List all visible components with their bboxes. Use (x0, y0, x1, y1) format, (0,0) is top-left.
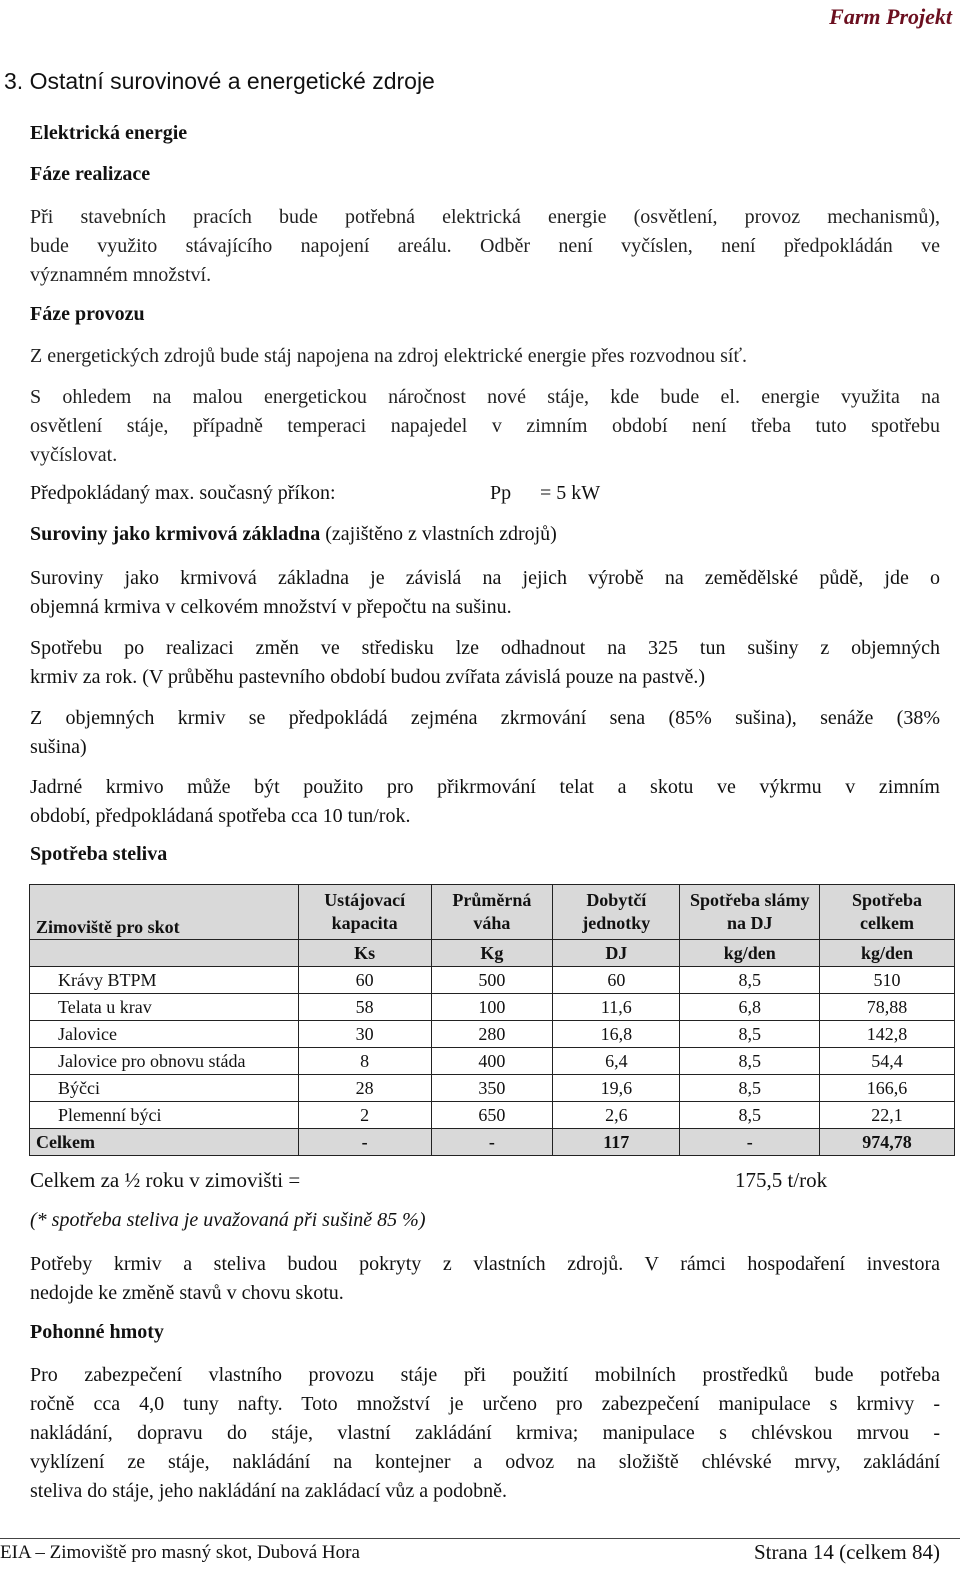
paragraph-line: Při stavebních pracích bude potřebná elektrická energie (osvětlení, provoz mechanismů), (30, 206, 940, 228)
paragraph-line: Jadrné krmivo může být použito pro přikrmování telat a skotu ve výkrmu v zimním (30, 776, 940, 798)
paragraph-line: objemná krmiva v celkovém množství v přepočtu na sušinu. (30, 596, 512, 618)
table-cell: Krávy BTPM (30, 967, 299, 994)
table-cell: 11,6 (553, 994, 680, 1021)
table-header-cell: Spotřeba celkem (820, 885, 955, 940)
table-unit-cell (30, 940, 299, 967)
table-cell: 54,4 (820, 1048, 955, 1075)
heading-bedding: Spotřeba steliva (30, 843, 168, 865)
table-cell: Jalovice (30, 1021, 299, 1048)
bedding-note: (* spotřeba steliva je uvažovaná při sušině 85 %) (30, 1209, 426, 1231)
table-cell: 2,6 (553, 1102, 680, 1129)
paragraph-line: nedojde ke změně stavů v chovu skotu. (30, 1282, 344, 1304)
paragraph-line: steliva do stáje, jeho nakládání na zakládací vůz a podobně. (30, 1480, 508, 1502)
heading-feed (30, 523, 557, 546)
table-cell: Telata u krav (30, 994, 299, 1021)
table-cell: 650 (431, 1102, 553, 1129)
table-cell: 78,88 (820, 994, 955, 1021)
paragraph-line: krmiv za rok. (V průběhu pastevního období budou zvířata závislá pouze na pastvě.) (30, 666, 705, 688)
table-cell: 2 (298, 1102, 431, 1129)
table-cell: 58 (298, 994, 431, 1021)
paragraph-line: ročně cca 4,0 tuny nafty. Toto množství je určeno pro zabezpečení manipulace s krmivy - (30, 1393, 940, 1415)
table-cell: 166,6 (820, 1075, 955, 1102)
paragraph-line: S ohledem na malou energetickou náročnost nové stáje, kde bude el. energie využita na (30, 386, 940, 408)
table-cell: 117 (553, 1129, 680, 1156)
paragraph-line: Pro zabezpečení vlastního provozu stáje při použití mobilních prostředků bude potřeba (30, 1364, 940, 1386)
table-row (30, 967, 955, 994)
heading-electric: Elektrická energie (30, 122, 188, 144)
footer-divider (0, 1538, 960, 1539)
header-brand: Farm Projekt (829, 4, 952, 29)
table-cell: 60 (298, 967, 431, 994)
bedding-table (29, 884, 955, 1156)
paragraph-line: Potřeby krmiv a steliva budou pokryty z vlastních zdrojů. V rámci hospodaření investora (30, 1253, 940, 1275)
table-cell: 60 (553, 967, 680, 994)
table-cell: Býčci (30, 1075, 299, 1102)
power-value: = 5 kW (540, 482, 601, 504)
table-cell: 974,78 (820, 1129, 955, 1156)
table-row (30, 994, 955, 1021)
half-year-label: Celkem za ½ roku v zimovišti = (30, 1168, 301, 1192)
paragraph-line: Z energetických zdrojů bude stáj napojena na zdroj elektrické energie přes rozvodnou síť. (30, 345, 747, 367)
paragraph-line: období, předpokládaná spotřeba cca 10 tun/rok. (30, 805, 411, 827)
table-row (30, 1021, 955, 1048)
table-header-cell: Spotřeba slámy na DJ (680, 885, 820, 940)
heading-feed-rest: (zajištěno z vlastních zdrojů) (325, 523, 557, 545)
power-symbol: Pp (490, 482, 512, 504)
table-total-row (30, 1129, 955, 1156)
table-cell: - (680, 1129, 820, 1156)
table-header-cell: Zimoviště pro skot (30, 885, 299, 940)
table-cell: Plemenní býci (30, 1102, 299, 1129)
table-header-cell: Dobytčí jednotky (553, 885, 680, 940)
table-unit-cell: kg/den (820, 940, 955, 967)
paragraph-line: Z objemných krmiv se předpokládá zejména zkrmování sena (85% sušina), senáže (38% (30, 707, 940, 729)
table-cell: 100 (431, 994, 553, 1021)
table-cell: 19,6 (553, 1075, 680, 1102)
footer-left: EIA – Zimoviště pro masný skot, Dubová Hora (0, 1542, 360, 1563)
paragraph-line: významném množství. (30, 264, 212, 286)
table-cell: Celkem (30, 1129, 299, 1156)
table-cell: 8,5 (680, 1102, 820, 1129)
heading-fuel: Pohonné hmoty (30, 1321, 164, 1343)
table-header-cell: Průměrná váha (431, 885, 553, 940)
paragraph-line: bude využito stávajícího napojení areálu. Odběr není vyčíslen, není předpokládán ve (30, 235, 940, 257)
table-cell: 8,5 (680, 1048, 820, 1075)
table-cell: 500 (431, 967, 553, 994)
half-year-value: 175,5 t/rok (735, 1168, 828, 1192)
footer-page-number: Strana 14 (celkem 84) (753, 1540, 940, 1564)
table-cell: 30 (298, 1021, 431, 1048)
table-cell: 8,5 (680, 1021, 820, 1048)
power-label: Předpokládaný max. současný příkon: (30, 482, 336, 504)
table-row (30, 1102, 955, 1129)
table-unit-cell: Ks (298, 940, 431, 967)
table-cell: - (431, 1129, 553, 1156)
table-cell: 22,1 (820, 1102, 955, 1129)
paragraph-line: osvětlení stáje, případně temperaci napajedel v zimním období není třeba tuto spotřebu (30, 415, 940, 437)
table-cell: 400 (431, 1048, 553, 1075)
table-cell: 280 (431, 1021, 553, 1048)
table-cell: 6,8 (680, 994, 820, 1021)
table-cell: 8,5 (680, 1075, 820, 1102)
table-cell: 6,4 (553, 1048, 680, 1075)
table-header-cell: Ustájovací kapacita (298, 885, 431, 940)
table-row (30, 1075, 955, 1102)
heading-phase-realization: Fáze realizace (30, 163, 151, 185)
paragraph-line: sušina) (30, 736, 87, 758)
table-cell: 16,8 (553, 1021, 680, 1048)
paragraph-line: nakládání, dopravu do stáje, vlastní zakládání krmiva; manipulace s chlévskou mrvou - (30, 1422, 940, 1444)
section-title: 3. Ostatní surovinové a energetické zdroje (4, 68, 435, 94)
table-cell: 8 (298, 1048, 431, 1075)
table-row (30, 1048, 955, 1075)
table-cell: Jalovice pro obnovu stáda (30, 1048, 299, 1075)
paragraph-line: vyklízení ze stáje, nakládání na kontejner a odvoz na složiště chlévské mrvy, zakládání (30, 1451, 940, 1473)
table-unit-cell: kg/den (680, 940, 820, 967)
heading-phase-operation: Fáze provozu (30, 303, 145, 325)
table-cell: 8,5 (680, 967, 820, 994)
heading-feed-bold: Suroviny jako krmivová základna (30, 523, 321, 545)
table-cell: 350 (431, 1075, 553, 1102)
paragraph-line: Spotřebu po realizaci změn ve středisku lze odhadnout na 325 tun sušiny z objemných (30, 637, 940, 659)
table-unit-cell: Kg (431, 940, 553, 967)
table-unit-cell: DJ (553, 940, 680, 967)
table-cell: 510 (820, 967, 955, 994)
paragraph-line: Suroviny jako krmivová základna je závislá na jejich výrobě na zemědělské půdě, jde o (30, 567, 940, 589)
table-cell: 28 (298, 1075, 431, 1102)
paragraph-line: vyčíslovat. (30, 444, 118, 466)
table-cell: - (298, 1129, 431, 1156)
table-cell: 142,8 (820, 1021, 955, 1048)
